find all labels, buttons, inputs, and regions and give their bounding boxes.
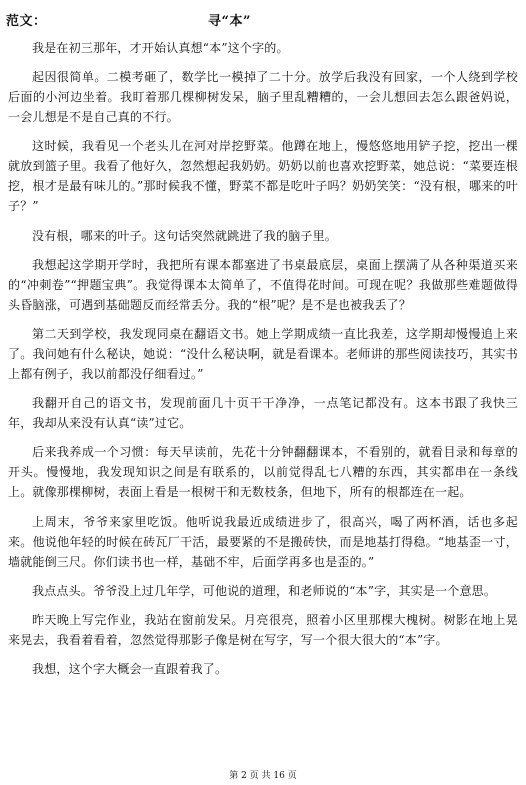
paragraph: 我想起这学期开学时，我把所有课本都塞进了书桌最底层，桌面上摆满了从各种渠道买来的“冲刺卷”“押题宝典”。我觉得课本太简单了，不值得花时间。可现在呢？我做那些难题做得头昏脑涨，可遇到基础题反而经常丢分。我的“根”呢？是不是也被我丢了？: [8, 257, 518, 312]
paragraph: 起因很简单。二模考砸了，数学比一模掉了二十分。放学后我没有回家，一个人绕到学校后面的小河边坐着。我盯着那几棵柳树发呆，脑子里乱糟糟的，一会儿想回去怎么跟爸妈说，一会儿想是不是自己真的不行。: [8, 70, 518, 125]
paragraph: 上周末，爷爷来家里吃饭。他听说我最近成绩进步了，很高兴，喝了两杯酒，话也多起来。他说他年轻的时候在砖瓦厂干活，最要紧的不是搬砖快，而是地基打得稳。“地基歪一寸，墙就能倒三尺。你们读书也一样，基础不牢，后面学再多也是歪的。”: [8, 514, 518, 569]
paragraph: 第二天到学校，我发现同桌在翻语文书。她上学期成绩一直比我差，这学期却慢慢追上来了。我问她有什么秘诀，她说：“没什么秘诀啊，就是看课本。老师讲的那些阅读技巧，其实书上都有例子，我以前都没仔细看过。”: [8, 326, 518, 381]
paragraph: 我想，这个字大概会一直跟着我了。: [32, 662, 228, 677]
paragraph: 我点点头。爷爷没上过几年学，可他说的道理，和老师说的“本”字，其实是一个意思。: [32, 583, 497, 598]
paragraph: 这时候，我看见一个老头儿在河对岸挖野菜。他蹲在地上，慢悠悠地用铲子挖，挖出一棵就放到篮子里。我看了他好久，忽然想起我奶奶。奶奶以前也喜欢挖野菜，她总说：“菜要连根挖，根才是最有味儿的。”那时候我不懂，野菜不都是吃叶子吗？奶奶笑笑：“没有根，哪来的叶子？”: [8, 139, 518, 214]
paragraph: 后来我养成一个习惯：每天早读前，先花十分钟翻翻课本，不看别的，就看目录和每章的开头。慢慢地，我发现知识之间是有联系的，以前觉得乱七八糟的东西，其实都串在一条线上。就像那棵柳树，表面上看是一根树干和无数枝条，但地下，所有的根都连在一起。: [8, 445, 518, 500]
paragraph: 我翻开自己的语文书，发现前面几十页干干净净，一点笔记都没有。这本书跟了我快三年，我却从来没有认真“读”过它。: [8, 396, 518, 431]
paragraph: 昨天晚上写完作业，我站在窗前发呆。月亮很亮，照着小区里那棵大槐树。树影在地上晃来晃去，我看着看着，忽然觉得那影子像是树在写字，写一个很大很大的“本”字。: [8, 612, 518, 647]
essay-title: 寻“本”: [208, 14, 251, 29]
page-number: 第 2 页 共 16 页: [229, 771, 297, 781]
essay-body: [8, 38, 518, 688]
paragraph: 我是在初三那年，才开始认真想“本”这个字的。: [32, 41, 289, 55]
essay-header: [6, 10, 516, 30]
section-label: 范文：: [6, 14, 47, 29]
paragraph: 没有根，哪来的叶子。这句话突然就跳进了我的脑子里。: [32, 228, 338, 243]
